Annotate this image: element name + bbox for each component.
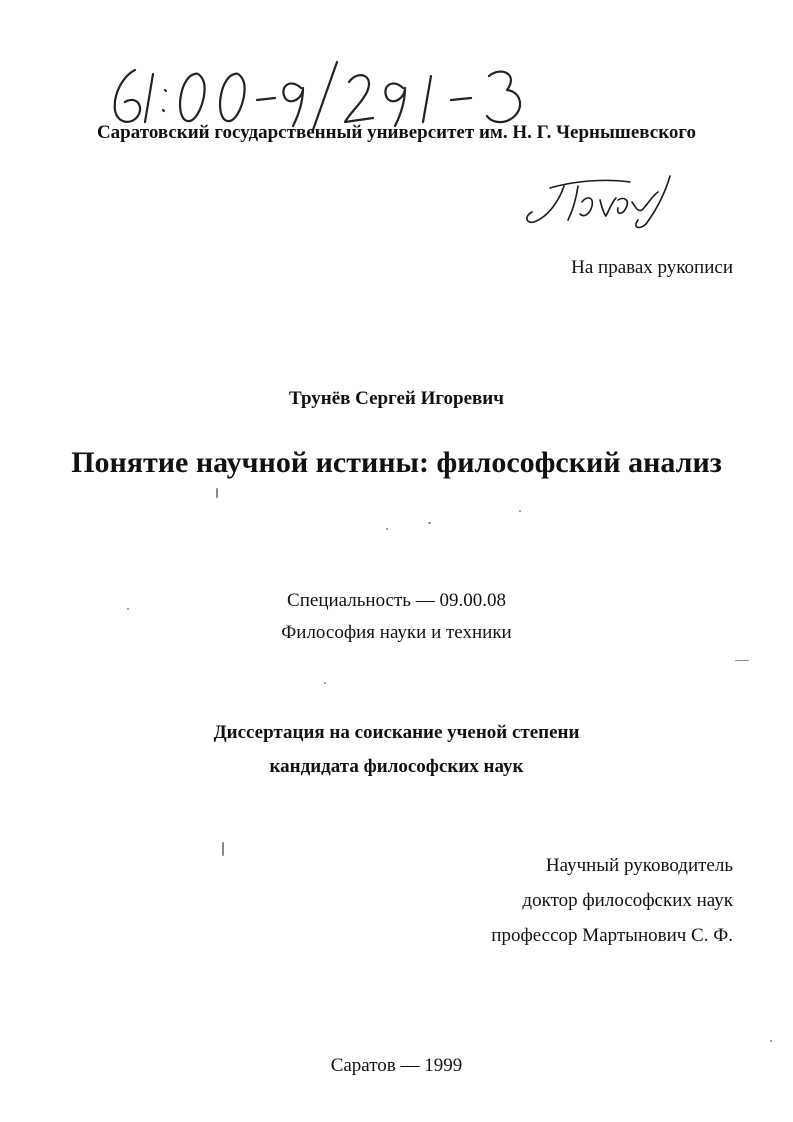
author-name: Трунёв Сергей Игоревич	[289, 388, 504, 409]
supervisor-name: профессор Мартынович С. Ф.	[491, 925, 733, 946]
degree-line-1: Диссертация на соискание ученой степени	[213, 722, 580, 743]
manuscript-rights-note: На правах рукописи	[571, 257, 733, 278]
specialty-name: Философия науки и техники	[281, 622, 512, 643]
scan-speck	[735, 660, 749, 661]
university-name: Саратовский государственный университет им. Н. Г. Чернышевского	[96, 122, 697, 143]
scan-speck	[519, 510, 521, 512]
supervisor-role: Научный руководитель	[545, 855, 733, 876]
scan-speck	[428, 522, 431, 524]
scan-speck	[127, 608, 129, 610]
place-and-year: Саратов — 1999	[330, 1055, 463, 1076]
supervisor-degree: доктор философских наук	[522, 890, 733, 911]
specialty-code: Специальность — 09.00.08	[287, 590, 506, 611]
degree-line-2: кандидата философских наук	[269, 756, 524, 777]
handwritten-catalog-number	[105, 52, 535, 132]
scan-speck	[770, 1040, 772, 1042]
scan-speck	[216, 488, 218, 498]
scan-speck	[386, 528, 388, 530]
dissertation-title: Понятие научной истины: философский анализ	[71, 446, 722, 479]
scan-speck	[324, 682, 326, 684]
signature	[520, 168, 690, 233]
scan-speck	[222, 842, 224, 856]
